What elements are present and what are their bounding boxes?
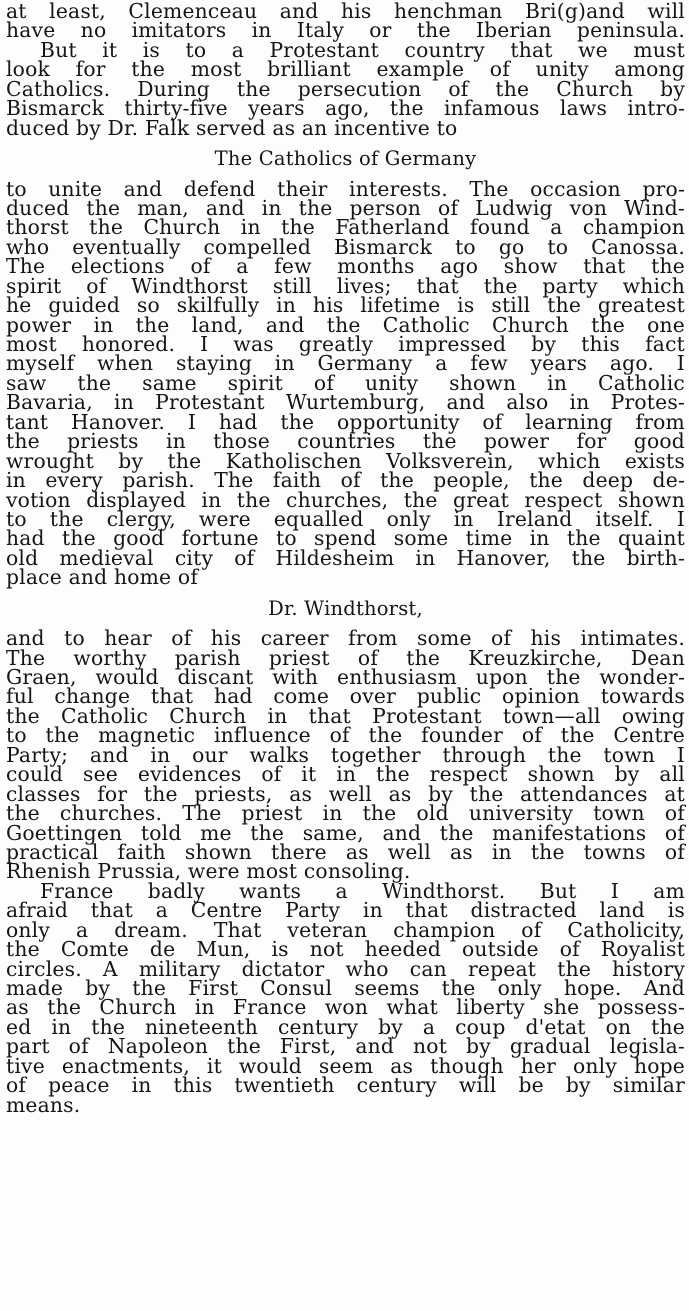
text-line: ed in the nineteenth century by a coup d'etat on the [6,1014,685,1039]
text-line: Party; and in our walks together through the town I [6,742,685,767]
text-line: Bismarck thirty-five years ago, the infamous laws intro- [6,96,685,121]
text-line: the churches. The priest in the old university town of [6,801,685,826]
text-line: duced by Dr. Falk served as an incentive to [6,115,458,140]
text-line: tant Hanover. I had the opportunity of learning from [6,409,685,434]
text-line: made by the First Consul seems the only hope. And [6,976,685,1000]
section-heading-dr-windthorst: Dr. Windthorst, [268,596,423,620]
text-line: to the magnetic influence of the founder of the Centre [6,723,685,748]
text-line: Goettingen told me the same, and the manifestations of [6,820,685,845]
text-line: could see evidences of it in the respect shown by all [6,762,685,787]
text-line: to the clergy, were equalled only in Ireland itself. I [6,506,685,531]
text-line: spirit of Windthorst still lives; that the party which [6,273,685,298]
text-line: votion displayed in the churches, the great respect shown [6,487,685,512]
text-line: means. [6,1092,81,1117]
text-line: classes for the priests, as well as by the attendances at [6,781,685,806]
text-line: afraid that a Centre Party in that distracted land is [6,898,685,923]
text-line: The worthy parish priest of the Kreuzkirche, Dean [6,645,685,670]
text-line: practical faith shown there as well as in the towns of [6,839,685,864]
text-line: tive enactments, it would seem as though her only hope [6,1053,685,1078]
text-line: he guided so skilfully in his lifetime is still the greatest [6,293,685,318]
text-line: as the Church in France won what liberty she possess- [6,995,685,1020]
text-line: circles. A military dictator who can repeat the history [6,956,685,981]
text-line: place and home of [6,565,199,590]
text-line: part of Napoleon the First, and not by gradual legisla- [6,1034,685,1059]
text-line: of peace in this twentieth century will be by similar [6,1073,685,1098]
text-line: the priests in those countries the power for good [6,429,685,454]
article-column [6,2,685,1115]
text-line: But it is to a Protestant country that we must [40,37,685,62]
text-line: most honored. I was greatly impressed by this fact [6,332,685,356]
text-line: thorst the Church in the Fatherland found a champion [6,215,685,240]
text-line: wrought by the Katholischen Volksverein, which exists [6,448,685,473]
text-line: duced the man, and in the person of Ludwig von Wind- [6,195,685,220]
text-line: old medieval city of Hildesheim in Hanover, the birth- [6,545,685,570]
text-line: myself when staying in Germany a few years ago. I [6,351,685,376]
text-line: France badly wants a Windthorst. But I am [40,878,685,903]
text-line: have no imitators in Italy or the Iberian peninsula. [6,18,685,43]
text-line: power in the land, and the Catholic Church the one [6,312,685,337]
text-line: the Comte de Mun, is not heeded outside of Royalist [6,937,685,962]
text-line: The elections of a few months ago show that the [6,254,685,279]
text-line: Catholics. During the persecution of the Church by [6,76,685,101]
text-line: saw the same spirit of unity shown in Catholic [6,370,685,395]
text-line: look for the most brilliant example of unity among [6,57,685,82]
text-line: ful change that had come over public opinion towards [6,684,685,709]
text-line: the Catholic Church in that Protestant town—all owing [6,703,685,728]
text-line: only a dream. That veteran champion of Catholicity, [6,917,685,942]
text-line: and to hear of his career from some of his intimates. [6,626,685,651]
text-line: had the good fortune to spend some time in the quaint [6,526,685,551]
text-line: in every parish. The faith of the people, the deep de- [6,468,685,493]
text-line: to unite and defend their interests. The occasion pro- [6,176,685,201]
section-heading-catholics-of-germany: The Catholics of Germany [214,147,477,171]
text-line: Bavaria, in Protestant Wurtemburg, and also in Protes- [6,390,685,415]
text-line: Graen, would discant with enthusiasm upon the wonder- [6,665,685,689]
text-line: at least, Clemenceau and his henchman Bri(g)and will [6,0,685,23]
text-line: who eventually compelled Bismarck to go to Canossa. [6,234,685,259]
text-line: Rhenish Prussia, were most consoling. [6,859,411,884]
